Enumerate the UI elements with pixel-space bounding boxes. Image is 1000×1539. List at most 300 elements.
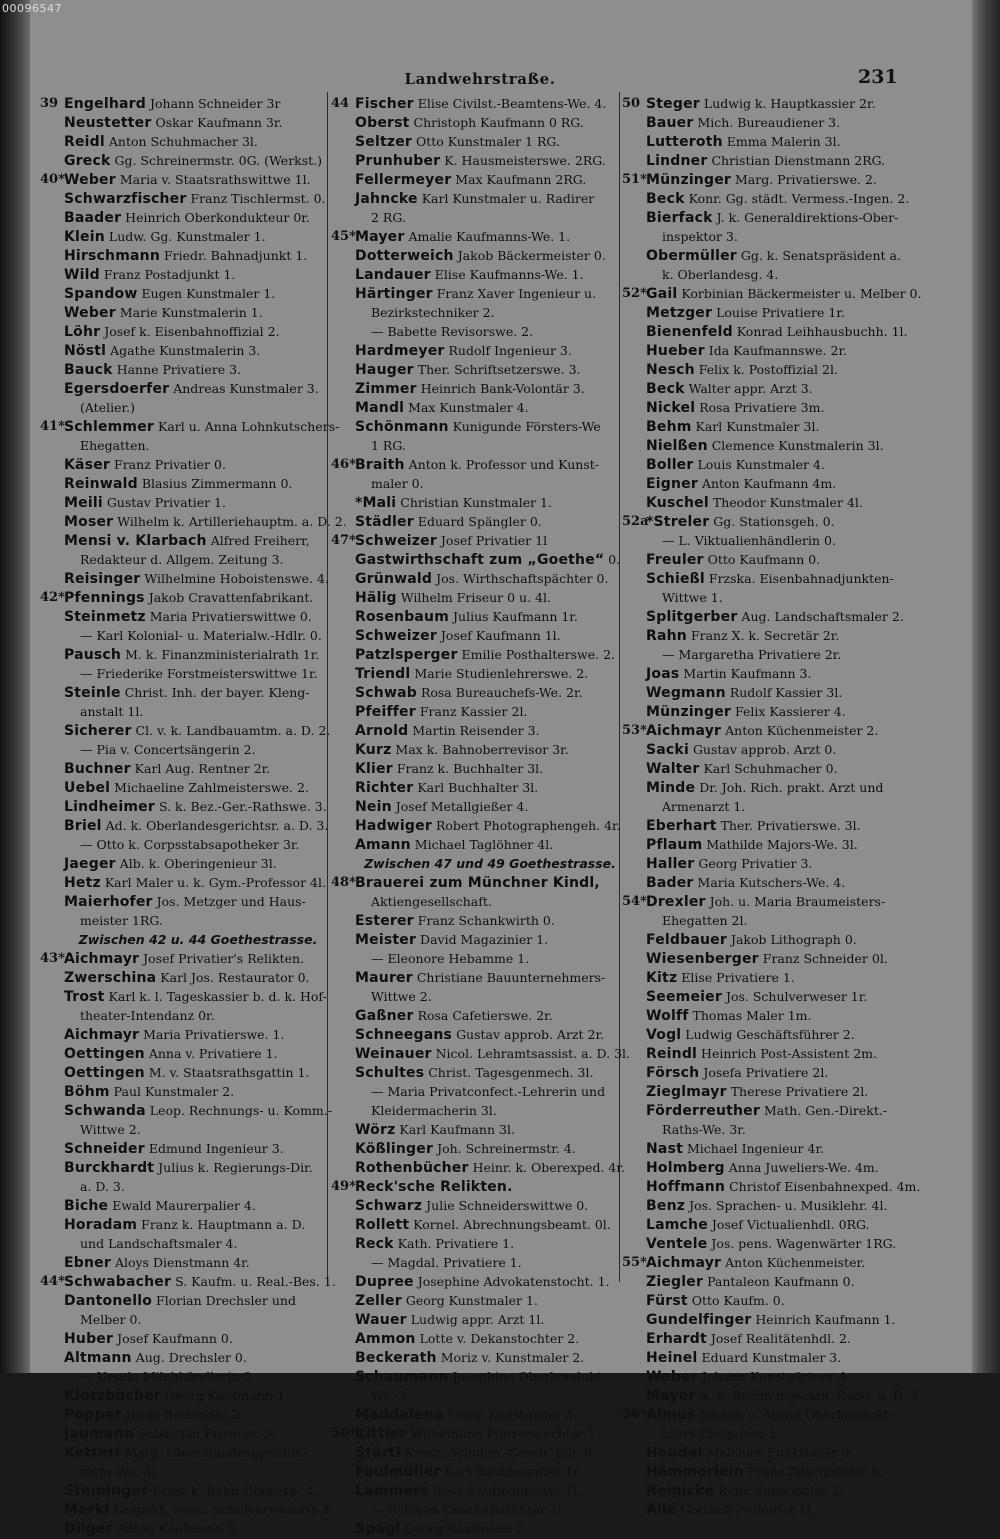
entry-details: Wilhelm Friseur 0 u. 4l. xyxy=(400,590,551,605)
directory-entry xyxy=(331,1044,630,1063)
entry-details: Anton k. Professor und Kunst- xyxy=(408,457,599,472)
entry-details: We. 3. xyxy=(371,1388,411,1403)
directory-entry xyxy=(40,968,326,987)
entry-details: Louis Kunstmaler 4. xyxy=(697,457,825,472)
entry-details: Josef Kaufmann 1l. xyxy=(440,628,561,643)
entry-continuation xyxy=(331,1500,619,1519)
entry-details: Eduard Spängler 0. xyxy=(417,514,542,529)
entry-details: Theodor Kunstmaler 4l. xyxy=(712,495,863,510)
entry-details: Melchior Funktionär 0. xyxy=(706,1445,854,1460)
directory-column-3 xyxy=(622,94,923,1519)
entry-details: — Otto k. Corpsstabsapotheker 3r. xyxy=(80,837,300,852)
entry-details: Anna v. Privatiere 1. xyxy=(148,1046,278,1061)
resident-surname: Triendl xyxy=(355,666,411,682)
directory-entry xyxy=(622,721,879,740)
directory-entry xyxy=(331,626,619,645)
entry-details: Gustav approb. Arzt 0. xyxy=(692,742,837,757)
entry-details: Moriz v. Kunstmaler 2. xyxy=(440,1350,585,1365)
directory-entry xyxy=(40,493,326,512)
entry-details: Josef Privatier 1l xyxy=(440,533,548,548)
house-number: 40* xyxy=(40,172,65,187)
directory-entry xyxy=(331,284,619,303)
directory-entry xyxy=(622,1234,897,1253)
directory-entry xyxy=(622,740,872,759)
entry-continuation xyxy=(331,436,619,455)
entry-details: Amalie Kaufmanns-We. 1. xyxy=(408,229,571,244)
house-number: 50 xyxy=(622,96,641,111)
entry-details: Mathilde Majors-We. 3l. xyxy=(706,837,858,852)
entry-continuation xyxy=(331,1253,619,1272)
entry-details: Leopold. vorm. Schulverweserin 4. xyxy=(113,1502,335,1517)
resident-surname: Prunhuber xyxy=(355,153,441,169)
directory-entry xyxy=(622,246,901,265)
directory-entry xyxy=(622,1329,872,1348)
resident-surname: Beck xyxy=(646,381,685,397)
resident-surname: Hämmerlein xyxy=(646,1464,744,1480)
directory-entry xyxy=(40,1443,326,1462)
entry-details: M. k. Finanzministerialrath 1r. xyxy=(125,647,320,662)
entry-details: Maria v. Staatsrathswittwe 1l. xyxy=(119,172,311,187)
resident-surname: Stärtl xyxy=(355,1445,401,1461)
directory-entry xyxy=(331,588,619,607)
entry-details: raths-We. 3l. xyxy=(80,1464,160,1479)
page-edges-right xyxy=(972,0,1000,1373)
directory-entry xyxy=(622,1272,872,1291)
entry-details: Franz k. Buchhalter 3l. xyxy=(396,761,544,776)
resident-surname: Steinle xyxy=(64,685,121,701)
entry-details: Franz Postadjunkt 1. xyxy=(103,267,236,282)
directory-entry xyxy=(622,1215,872,1234)
resident-surname: Arnold xyxy=(355,723,409,739)
entry-details: anstalt 1l. xyxy=(80,704,144,719)
entry-continuation xyxy=(331,322,619,341)
entry-continuation xyxy=(331,949,619,968)
directory-entry xyxy=(331,759,619,778)
resident-surname: Steinmetz xyxy=(64,609,146,625)
entry-details: Kunigunde Försters-We xyxy=(452,419,601,434)
entry-details: Gg. Schreinermstr. 0G. (Werkst.) xyxy=(114,153,323,168)
house-number: 43* xyxy=(40,951,65,966)
entry-details: Elise Privatiere 1. xyxy=(681,970,795,985)
directory-entry xyxy=(331,1462,619,1481)
entry-continuation xyxy=(40,1177,326,1196)
directory-entry xyxy=(622,417,872,436)
directory-entry xyxy=(331,1443,619,1462)
entry-details: — L. Viktualienhändlerin 0. xyxy=(662,533,836,548)
resident-surname: Drexler xyxy=(646,894,706,910)
house-number: 55* xyxy=(622,1255,647,1270)
directory-entry xyxy=(331,816,619,835)
resident-surname: Baader xyxy=(64,210,122,226)
resident-surname: Mayer xyxy=(355,229,405,245)
entry-details: Kresz. Schuhm.-Gesch.-Inh. 0. xyxy=(404,1445,597,1460)
entry-details: Anton Kaufmann 4. xyxy=(116,1521,240,1536)
directory-entry xyxy=(622,664,872,683)
house-number: 49* xyxy=(331,1179,356,1194)
entry-details: Andreas Kunstmaler 3. xyxy=(173,381,319,396)
entry-details: — Friederike Forstmeisterswittwe 1r. xyxy=(80,666,318,681)
directory-entry xyxy=(331,1329,619,1348)
entry-details: Ludwig Geschäftsführer 2. xyxy=(685,1027,855,1042)
directory-entry xyxy=(331,1215,619,1234)
resident-surname: Burckhardt xyxy=(64,1160,155,1176)
resident-surname: Maurer xyxy=(355,970,413,986)
entry-details: Otto Kunstmaler 1 RG. xyxy=(416,134,560,149)
entry-details: Karl Buchhalter 3l. xyxy=(417,780,539,795)
directory-entry xyxy=(40,645,326,664)
entry-details: Franz Zuschneider 0. xyxy=(747,1464,884,1479)
house-number: 45* xyxy=(331,229,356,244)
directory-entry xyxy=(40,1424,326,1443)
resident-surname: Boller xyxy=(646,457,694,473)
entry-details: Ther. Schriftsetzerswe. 3. xyxy=(417,362,581,377)
directory-entry xyxy=(622,759,872,778)
entry-continuation xyxy=(40,1234,326,1253)
resident-surname: Rothenbücher xyxy=(355,1160,469,1176)
entry-details: Emma Malerin 3l. xyxy=(726,134,841,149)
entry-details: Elise Kaufmanns-We. 1. xyxy=(434,267,584,282)
directory-entry xyxy=(331,1367,619,1386)
resident-surname: Weinauer xyxy=(355,1046,432,1062)
directory-entry xyxy=(622,1006,872,1025)
entry-continuation xyxy=(331,208,619,227)
resident-surname: Egersdoerfer xyxy=(64,381,170,397)
entry-continuation xyxy=(40,740,326,759)
directory-entry xyxy=(40,1253,326,1272)
directory-entry xyxy=(331,1139,619,1158)
entry-details: Eduard Kunstmaler 3. xyxy=(701,1350,842,1365)
directory-entry xyxy=(331,379,619,398)
entry-details: Rudolf Kassier 3l. xyxy=(729,685,843,700)
directory-entry xyxy=(331,417,619,436)
entry-continuation xyxy=(331,1082,619,1101)
directory-entry xyxy=(622,873,872,892)
entry-details: k. Oberlandesg. 4. xyxy=(662,267,779,282)
directory-entry xyxy=(40,683,326,702)
entry-details: Anna Juweliers-We. 4m. xyxy=(728,1160,879,1175)
entry-details: Johann Kunstgärtner 4. xyxy=(701,1369,851,1384)
entry-details: Karl Kunstmaler u. Radirer xyxy=(421,191,595,206)
resident-surname: Ziegler xyxy=(646,1274,704,1290)
resident-surname: Zeller xyxy=(355,1293,402,1309)
directory-entry xyxy=(331,341,619,360)
directory-entry xyxy=(331,721,619,740)
resident-surname: Aichmayr xyxy=(64,951,140,967)
directory-entry xyxy=(331,1272,619,1291)
entry-details: Martin Reisender 3. xyxy=(412,723,540,738)
directory-entry xyxy=(622,436,884,455)
house-number: 47* xyxy=(331,533,356,548)
entry-continuation xyxy=(40,835,326,854)
resident-surname: Beck xyxy=(646,191,685,207)
directory-entry xyxy=(40,1272,336,1291)
directory-entry xyxy=(622,854,872,873)
directory-entry xyxy=(40,1082,326,1101)
directory-entry xyxy=(622,303,872,322)
entry-continuation xyxy=(331,303,619,322)
entry-details: Karl Maler u. k. Gym.-Professor 4l. xyxy=(104,875,326,890)
entry-details: Rosa Bureauchefs-We. 2r. xyxy=(420,685,583,700)
entry-continuation xyxy=(40,626,326,645)
entry-details: Melber 0. xyxy=(80,1312,142,1327)
directory-entry xyxy=(622,379,872,398)
resident-surname: Schießl xyxy=(646,571,705,587)
directory-entry xyxy=(40,892,326,911)
entry-continuation xyxy=(40,1006,326,1025)
directory-entry xyxy=(622,1139,872,1158)
directory-entry xyxy=(40,379,326,398)
entry-details: Franz X. k. Secretär 2r. xyxy=(690,628,840,643)
resident-surname: Schweizer xyxy=(355,628,437,644)
resident-surname: Schneegans xyxy=(355,1027,453,1043)
resident-surname: Försch xyxy=(646,1065,700,1081)
resident-surname: Zwerschina xyxy=(64,970,157,986)
directory-entry xyxy=(40,151,326,170)
entry-details: Blasius Zimmermann 0. xyxy=(141,476,293,491)
directory-entry xyxy=(331,1519,619,1538)
house-number: 52* xyxy=(622,286,647,301)
resident-surname: Klein xyxy=(64,229,105,245)
resident-surname: Brauerei zum Münchner Kindl, xyxy=(355,875,600,891)
directory-entry xyxy=(40,949,326,968)
directory-entry xyxy=(622,474,872,493)
entry-details: Redakteur d. Allgem. Zeitung 3. xyxy=(80,552,284,567)
resident-surname: Bauer xyxy=(646,115,694,131)
directory-entry xyxy=(331,740,619,759)
house-number: 56* xyxy=(622,1407,647,1422)
entry-details: Lotte v. Dekanstochter 2. xyxy=(419,1331,580,1346)
entry-details: Georg Privatier 3. xyxy=(698,856,813,871)
directory-entry xyxy=(331,702,619,721)
directory-entry xyxy=(331,664,619,683)
directory-entry xyxy=(622,1158,879,1177)
resident-surname: Nielßen xyxy=(646,438,708,454)
directory-entry xyxy=(331,360,619,379)
entry-details: Michael Ingenieur 4r. xyxy=(686,1141,825,1156)
directory-entry xyxy=(622,1196,888,1215)
resident-surname: Nöstl xyxy=(64,343,107,359)
directory-entry xyxy=(622,1291,872,1310)
resident-surname: Altmann xyxy=(64,1350,132,1366)
entry-details: Alfred Freiherr, xyxy=(210,533,310,548)
entry-details: theater-Intendanz 0r. xyxy=(80,1008,215,1023)
resident-surname: Feldbauer xyxy=(646,932,727,948)
scan-id: 00096547 xyxy=(2,2,62,15)
entry-details: Anton Küchenmeister 2. xyxy=(725,723,879,738)
resident-surname: Weber xyxy=(64,172,116,188)
directory-entry xyxy=(331,493,619,512)
resident-surname: Zieglmayr xyxy=(646,1084,727,1100)
resident-surname: Spandow xyxy=(64,286,138,302)
directory-entry xyxy=(40,265,326,284)
directory-entry xyxy=(331,1120,619,1139)
directory-entry xyxy=(622,778,884,797)
resident-surname: Biche xyxy=(64,1198,109,1214)
directory-entry xyxy=(40,1215,326,1234)
resident-surname: Schwarzfischer xyxy=(64,191,187,207)
resident-surname: Seltzer xyxy=(355,134,413,150)
entry-details: Raths-We. 3r. xyxy=(662,1122,746,1137)
entry-details: maler 0. xyxy=(371,476,424,491)
house-number: 39 xyxy=(40,96,59,111)
resident-surname: Aichmayr xyxy=(646,723,722,739)
resident-surname: Jahncke xyxy=(355,191,418,207)
entry-details: Gustav Privatier 1. xyxy=(106,495,226,510)
entry-details: Aug. Drechsler 0. xyxy=(135,1350,247,1365)
resident-surname: Buchner xyxy=(64,761,131,777)
directory-entry xyxy=(331,113,619,132)
resident-surname: Trost xyxy=(64,989,105,1005)
house-number: 51* xyxy=(622,172,647,187)
entry-details: Aug. Landschaftsmaler 2. xyxy=(741,609,904,624)
resident-surname: Metzger xyxy=(646,305,713,321)
directory-entry xyxy=(622,1082,872,1101)
resident-surname: Steger xyxy=(646,96,700,112)
entry-details: Julius Kaufmann 1r. xyxy=(453,609,578,624)
entry-details: Marie Kunstmalerin 1. xyxy=(119,305,263,320)
entry-details: Josefa Privatiere 2l. xyxy=(703,1065,829,1080)
column-divider xyxy=(619,92,620,1282)
house-number: 53* xyxy=(622,723,647,738)
entry-details: Wittwe 2. xyxy=(371,989,432,1004)
entry-details: M. v. Staatsrathsgattin 1. xyxy=(148,1065,310,1080)
directory-entry xyxy=(331,797,619,816)
directory-entry xyxy=(622,189,910,208)
directory-entry xyxy=(331,550,619,569)
resident-surname: Kittler xyxy=(355,1426,407,1442)
entry-details: Ludw. Gg. Kunstmaler 1. xyxy=(108,229,266,244)
resident-surname: Nast xyxy=(646,1141,683,1157)
resident-surname: Kitz xyxy=(646,970,678,986)
resident-surname: Patzlsperger xyxy=(355,647,458,663)
directory-entry xyxy=(622,607,904,626)
entry-details: Franz Schankwirth 0. xyxy=(417,913,555,928)
directory-entry xyxy=(622,1253,872,1272)
entry-continuation xyxy=(40,1120,326,1139)
directory-entry xyxy=(40,816,329,835)
resident-surname: Reidl xyxy=(64,134,105,150)
entry-continuation xyxy=(40,911,326,930)
entry-details: Franz Kassier 2l. xyxy=(419,704,528,719)
entry-details: Anton Küchenmeister. xyxy=(725,1255,866,1270)
directory-entry xyxy=(622,1367,872,1386)
entry-details: Rudolf Ingenieur 3. xyxy=(448,343,572,358)
entry-details: Karl Kaufmann 3l. xyxy=(399,1122,515,1137)
resident-surname: Meili xyxy=(64,495,103,511)
entry-details: und Landschaftsmaler 4. xyxy=(80,1236,238,1251)
directory-entry xyxy=(40,322,326,341)
entry-details: meister 1RG. xyxy=(80,913,163,928)
entry-details: Felix Kassierer 4. xyxy=(735,704,846,719)
directory-entry xyxy=(331,873,619,892)
resident-surname: Walter xyxy=(646,761,700,777)
entry-details: Gustav approb. Arzt 2r. xyxy=(456,1027,605,1042)
resident-surname: Engelhard xyxy=(64,96,146,112)
directory-entry xyxy=(622,930,872,949)
entry-continuation xyxy=(331,987,619,1006)
directory-entry xyxy=(331,1310,619,1329)
resident-surname: Joas xyxy=(646,666,680,682)
directory-entry xyxy=(40,113,326,132)
directory-entry xyxy=(40,474,326,493)
entry-details: Eugen Kunstmaler 1. xyxy=(141,286,276,301)
directory-entry xyxy=(40,1101,332,1120)
resident-surname: Ketterl xyxy=(64,1445,121,1461)
entry-details: — Pia v. Concertsängerin 2. xyxy=(80,742,256,757)
directory-entry xyxy=(622,170,877,189)
directory-entry xyxy=(40,1063,326,1082)
entry-continuation xyxy=(622,1424,872,1443)
entry-details: S. k. Bez.-Ger.-Rathswe. 3. xyxy=(158,799,327,814)
resident-surname: Gastwirthschaft zum „Goethe“ xyxy=(355,552,605,568)
resident-surname: Nesch xyxy=(646,362,695,378)
resident-surname: Mayer xyxy=(646,1388,696,1404)
entry-details: Hanne Privatiere 3. xyxy=(116,362,242,377)
resident-surname: Schweizer xyxy=(355,533,437,549)
section-note xyxy=(40,930,326,949)
entry-details: Karl Aug. Rentner 2r. xyxy=(134,761,271,776)
entry-details: Jakob Lithograph 0. xyxy=(730,932,857,947)
resident-surname: Schaumann xyxy=(355,1369,449,1385)
resident-surname: Klier xyxy=(355,761,393,777)
directory-entry xyxy=(40,1291,326,1310)
entry-details: Josef Kaufmann 0. xyxy=(117,1331,233,1346)
resident-surname: Hadwiger xyxy=(355,818,432,834)
resident-surname: Grünwald xyxy=(355,571,433,587)
entry-details: Dr. Joh. Rich. prakt. Arzt und xyxy=(699,780,884,795)
directory-entry xyxy=(622,94,876,113)
resident-surname: Hueber xyxy=(646,343,705,359)
entry-details: Christof Eisenbahnexped. 4m. xyxy=(729,1179,921,1194)
entry-details: Ehegatten 2l. xyxy=(662,913,748,928)
resident-surname: Nein xyxy=(355,799,392,815)
directory-entry xyxy=(622,1462,884,1481)
directory-entry xyxy=(331,1158,625,1177)
resident-surname: Gail xyxy=(646,286,678,302)
entry-continuation xyxy=(40,436,326,455)
entry-details: Josef Realitätenhdl. 2. xyxy=(710,1331,851,1346)
house-number: 42* xyxy=(40,590,65,605)
resident-surname: Sicherer xyxy=(64,723,132,739)
directory-entry xyxy=(622,322,908,341)
directory-entry xyxy=(40,778,326,797)
house-number: 44 xyxy=(331,96,350,111)
entry-continuation xyxy=(40,550,326,569)
entry-continuation xyxy=(40,1310,326,1329)
entry-details: Agathe Kunstmalerin 3. xyxy=(110,343,261,358)
directory-entry xyxy=(622,1348,872,1367)
entry-continuation xyxy=(331,474,619,493)
directory-entry xyxy=(331,1025,619,1044)
resident-surname: Vogl xyxy=(646,1027,682,1043)
directory-entry xyxy=(40,1405,326,1424)
resident-surname: Benz xyxy=(646,1198,686,1214)
entry-details: Gottlieb Prokurist 1l. xyxy=(680,1502,815,1517)
entry-continuation xyxy=(40,702,326,721)
house-number: 52a xyxy=(622,514,649,529)
resident-surname: Lamche xyxy=(646,1217,708,1233)
resident-surname: Reck'sche Relikten. xyxy=(355,1179,513,1195)
house-number: 46* xyxy=(331,457,356,472)
directory-entry xyxy=(622,113,872,132)
entry-details: Mich. Bureaudiener 3. xyxy=(697,115,841,130)
entry-details: Bezirkstechniker 2. xyxy=(371,305,495,320)
directory-entry xyxy=(40,1196,326,1215)
entry-details: Math. Gen.-Direkt.- xyxy=(763,1103,888,1118)
entry-details: Pantaleon Kaufmann 0. xyxy=(707,1274,855,1289)
entry-details: Max k. Bahnoberrevisor 3r. xyxy=(395,742,569,757)
resident-surname: Richter xyxy=(355,780,414,796)
